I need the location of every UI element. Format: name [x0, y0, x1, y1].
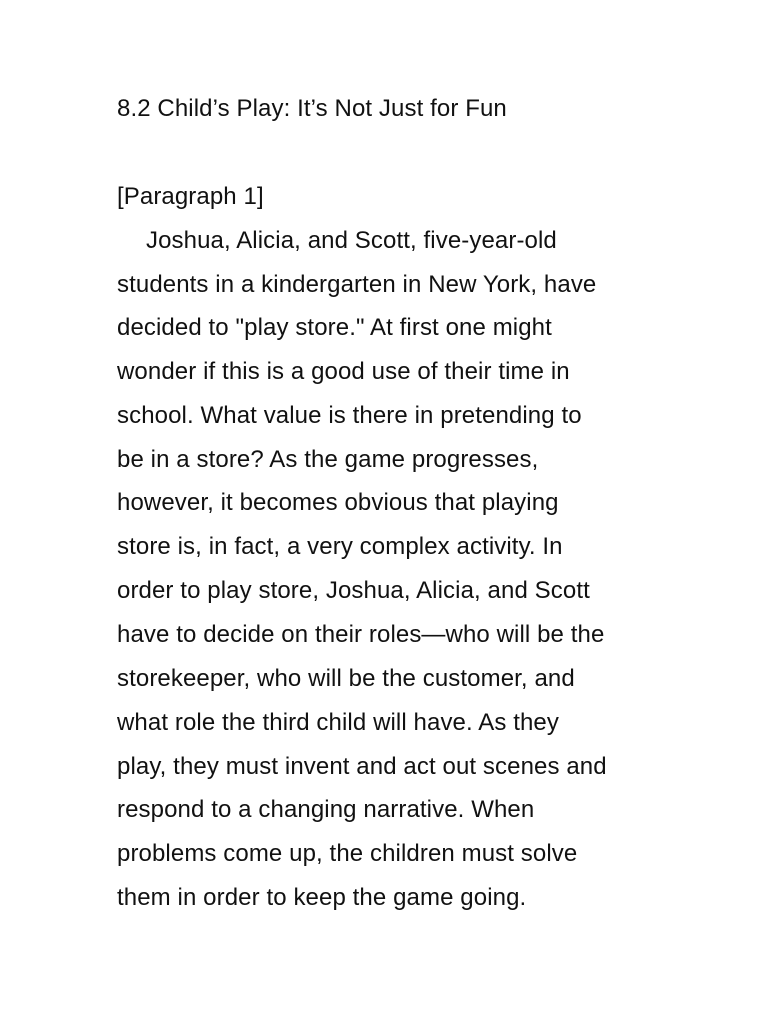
paragraph-line-8: store is, in fact, a very complex activity. In — [117, 533, 563, 560]
paragraph-line-3: decided to "play store." At first one might — [117, 314, 552, 341]
paragraph-line-11: storekeeper, who will be the customer, and — [117, 665, 575, 692]
paragraph-line-7: however, it becomes obvious that playing — [117, 489, 559, 516]
paragraph-line-9: order to play store, Joshua, Alicia, and Scott — [117, 577, 590, 604]
paragraph-line-10: have to decide on their roles—who will be the — [117, 621, 605, 648]
paragraph-line-1: Joshua, Alicia, and Scott, five-year-old — [146, 227, 557, 254]
paragraph-line-13: play, they must invent and act out scenes and — [117, 753, 607, 780]
paragraph-line-4: wonder if this is a good use of their time in — [117, 358, 570, 385]
paragraph-line-12: what role the third child will have. As they — [117, 709, 559, 736]
paragraph-line-6: be in a store? As the game progresses, — [117, 446, 539, 473]
paragraph-line-2: students in a kindergarten in New York, have — [117, 271, 597, 298]
paragraph-line-16: them in order to keep the game going. — [117, 884, 527, 911]
document-title: 8.2 Child’s Play: It’s Not Just for Fun — [117, 95, 507, 122]
paragraph-marker: [Paragraph 1] — [117, 183, 264, 210]
paragraph-line-14: respond to a changing narrative. When — [117, 796, 535, 823]
paragraph-line-5: school. What value is there in pretending to — [117, 402, 582, 429]
paragraph-line-15: problems come up, the children must solve — [117, 840, 578, 867]
